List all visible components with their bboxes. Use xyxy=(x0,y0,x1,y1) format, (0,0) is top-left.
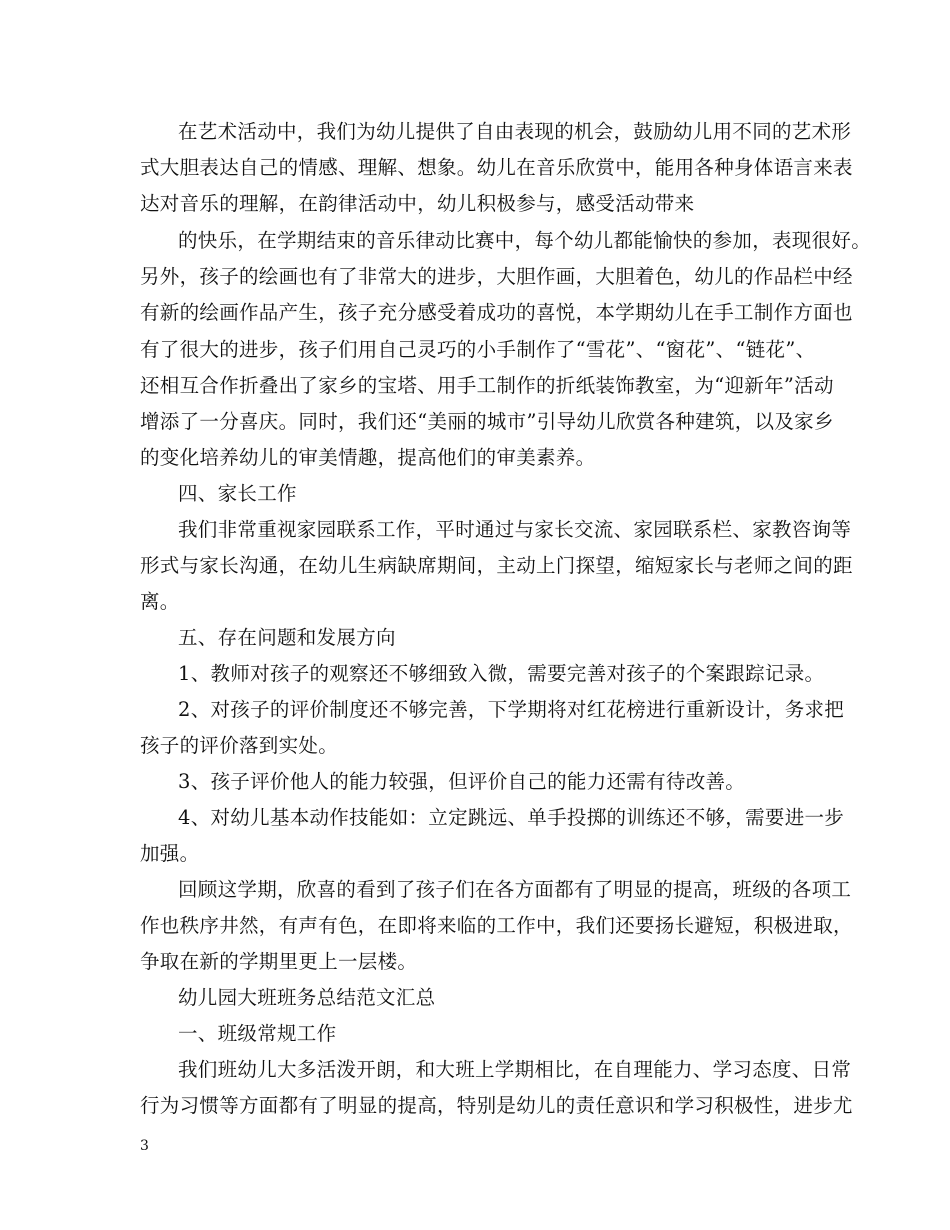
text-line: 作也秩序井然，有声有色，在即将来临的工作中，我们还要扬长避短，积极进取， xyxy=(140,914,853,937)
text-line: 在艺术活动中，我们为幼儿提供了自由表现的机会，鼓励幼儿用不同的艺术形 xyxy=(178,120,852,143)
text-line: 有了很大的进步，孩子们用自己灵巧的小手制作了“雪花”、“窗花”、“链花”、 xyxy=(140,338,816,361)
section-heading: 四、家长工作 xyxy=(178,482,297,505)
document-subtitle: 幼儿园大班班务总结范文汇总 xyxy=(178,986,436,1009)
text-line: 争取在新的学期里更上一层楼。 xyxy=(140,950,418,973)
text-line: 加强。 xyxy=(140,842,200,865)
text-line: 的变化培养幼儿的审美情趣，提高他们的审美素养。 xyxy=(140,446,596,469)
section-heading: 五、存在问题和发展方向 xyxy=(178,626,396,649)
text-line: 形式与家长沟通，在幼儿生病缺席期间，主动上门探望，缩短家长与老师之间的距 xyxy=(140,554,853,577)
section-heading: 一、班级常规工作 xyxy=(178,1022,337,1045)
list-item: 1、教师对孩子的观察还不够细致入微，需要完善对孩子的个案跟踪记录。 xyxy=(178,662,825,685)
text-line: 式大胆表达自己的情感、理解、想象。幼儿在音乐欣赏中，能用各种身体语言来表 xyxy=(140,156,853,179)
page-number: 3 xyxy=(140,1138,149,1154)
text-line: 我们班幼儿大多活泼开朗，和大班上学期相比，在自理能力、学习态度、日常 xyxy=(178,1058,852,1081)
text-line: 我们非常重视家园联系工作，平时通过与家长交流、家园联系栏、家教咨询等 xyxy=(178,518,852,541)
text-line: 另外，孩子的绘画也有了非常大的进步，大胆作画，大胆着色，幼儿的作品栏中经 xyxy=(140,265,853,288)
text-line: 有新的绘画作品产生，孩子充分感受着成功的喜悦，本学期幼儿在手工制作方面也 xyxy=(140,301,853,324)
list-item: 4、对幼儿基本动作技能如：立定跳远、单手投掷的训练还不够，需要进一步 xyxy=(178,806,845,829)
list-item: 3、孩子评价他人的能力较强，但评价自己的能力还需有待改善。 xyxy=(178,770,746,793)
text-line: 行为习惯等方面都有了明显的提高，特别是幼儿的责任意识和学习积极性，进步尤 xyxy=(140,1094,853,1117)
text-line: 的快乐，在学期结束的音乐律动比赛中，每个幼儿都能愉快的参加，表现很好。 xyxy=(178,229,872,252)
text-line: 增添了一分喜庆。同时，我们还“美丽的城市”引导幼儿欣赏各种建筑，以及家乡 xyxy=(140,410,834,433)
list-item: 2、对孩子的评价制度还不够完善，下学期将对红花榜进行重新设计，务求把 xyxy=(178,698,845,721)
text-line: 离。 xyxy=(140,590,180,613)
text-line: 回顾这学期，欣喜的看到了孩子们在各方面都有了明显的提高，班级的各项工 xyxy=(178,878,852,901)
text-line: 达对音乐的理解，在韵律活动中，幼儿积极参与，感受活动带来 xyxy=(140,192,695,215)
text-line: 孩子的评价落到实处。 xyxy=(140,734,339,757)
text-line: 还相互合作折叠出了家乡的宝塔、用手工制作的折纸装饰教室，为“迎新年”活动 xyxy=(140,374,834,397)
